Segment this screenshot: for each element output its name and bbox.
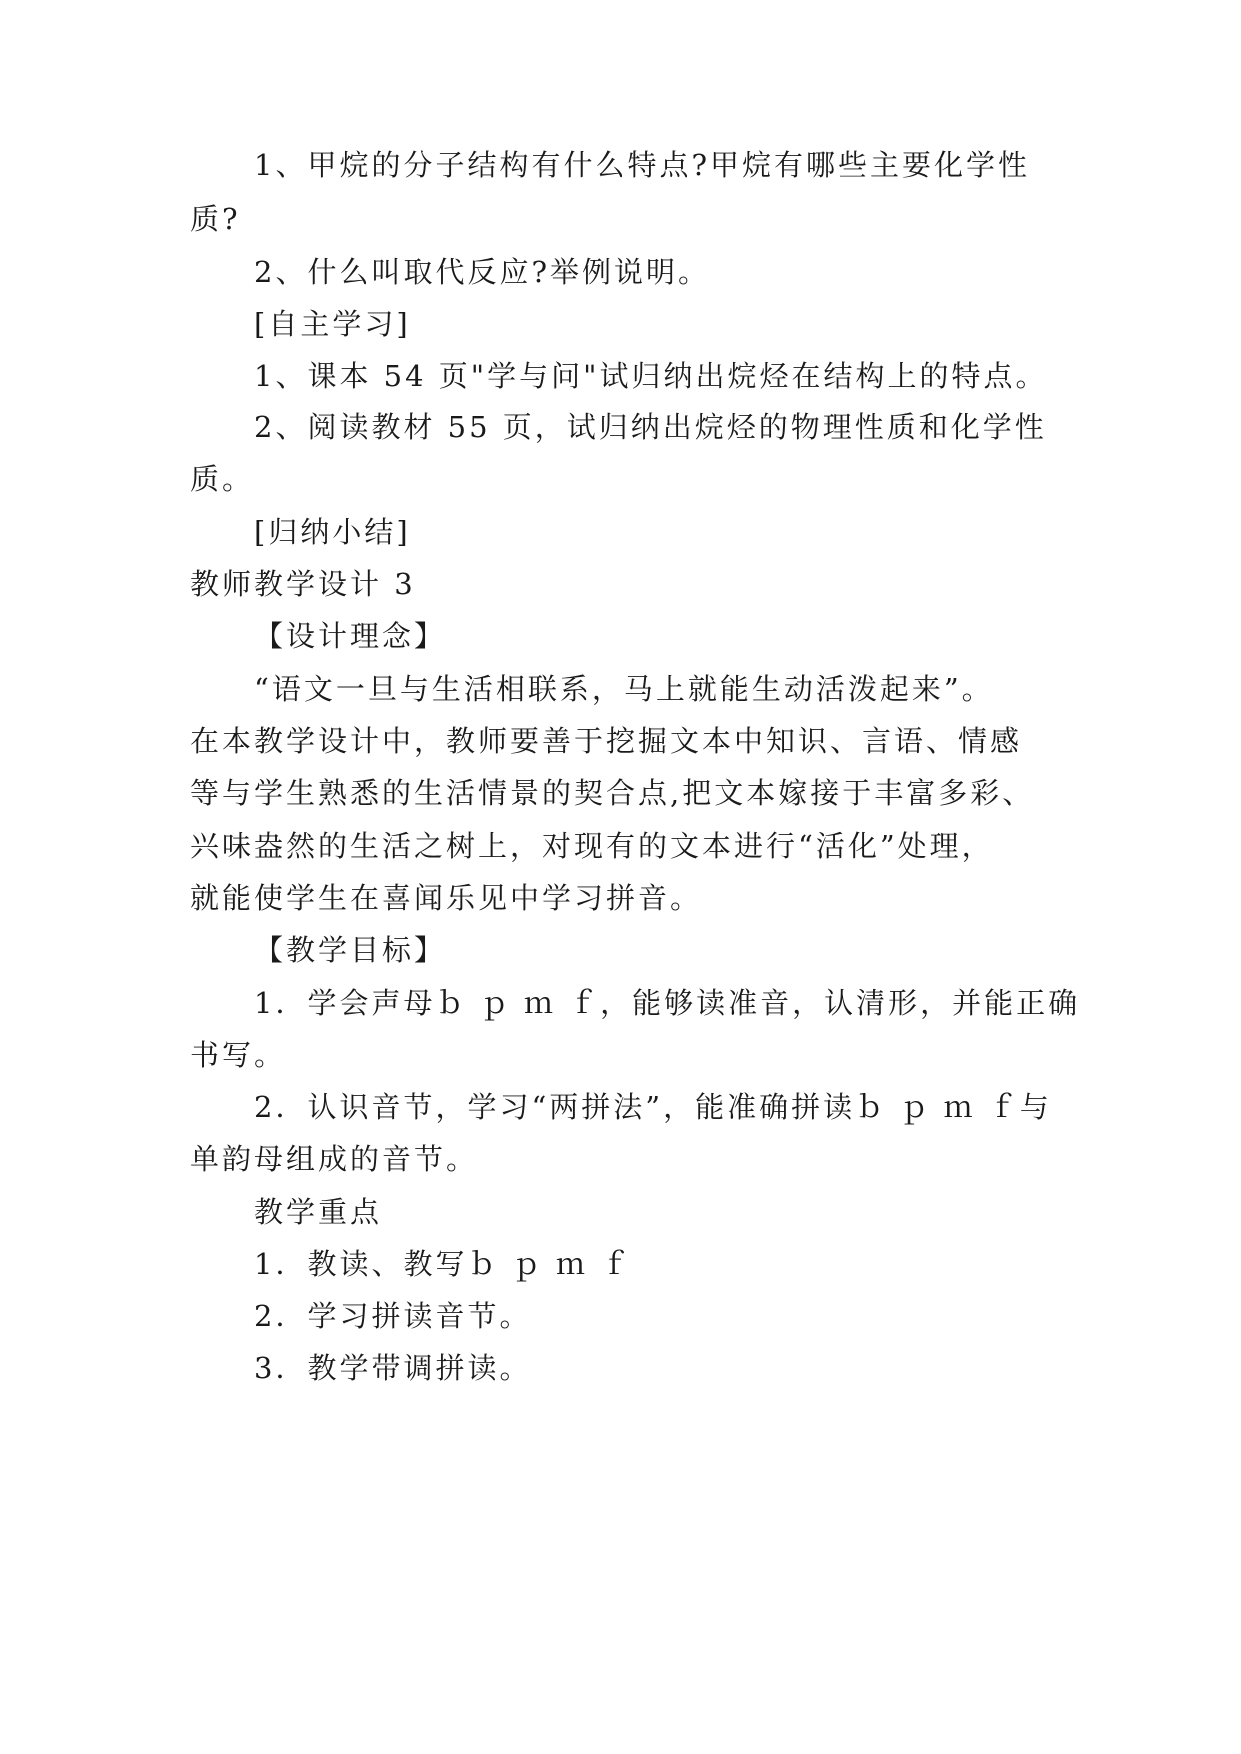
question-line: 2、什么叫取代反应?举例说明。 [254,255,710,289]
paragraph-line: 等与学生熟悉的生活情景的契合点,把文本嫁接于丰富多彩、 [190,776,1035,810]
objective-line-continued: 书写。 [190,1038,287,1072]
section-heading: 教学重点 [254,1195,383,1229]
task-line: 2、阅读教材 55 页，试归纳出烷烃的物理性质和化学性 [254,410,1047,444]
section-heading: [归纳小结] [254,515,411,549]
objective-line-continued: 单韵母组成的音节。 [190,1142,479,1176]
document-title: 教师教学设计 3 [190,567,416,601]
question-line: 1、甲烷的分子结构有什么特点?甲烷有哪些主要化学性 [254,148,1030,182]
section-heading: [自主学习] [254,307,411,341]
key-point-line: 1．教读、教写ｂ ｐ ｍ ｆ [254,1247,633,1281]
key-point-line: 3．教学带调拼读。 [254,1351,532,1385]
key-point-line: 2．学习拼读音节。 [254,1299,532,1333]
paragraph-line: 在本教学设计中，教师要善于挖掘文本中知识、言语、情感 [190,724,1023,758]
section-heading: 【教学目标】 [254,933,447,967]
task-line-continued: 质。 [190,462,255,496]
paragraph-line: “语文一旦与生活相联系，马上就能生动活泼起来”。 [254,672,994,706]
section-heading: 【设计理念】 [254,619,447,653]
paragraph-line: 兴味盎然的生活之树上，对现有的文本进行“活化”处理， [190,829,994,863]
objective-line: 1．学会声母ｂ ｐ ｍ ｆ，能够读准音，认清形，并能正确 [254,986,1081,1020]
objective-line: 2．认识音节，学习“两拼法”，能准确拼读ｂ ｐ ｍ ｆ与 [254,1090,1052,1124]
question-line-continued: 质? [190,202,241,236]
task-line: 1、课本 54 页"学与问"试归纳出烷烃在结构上的特点。 [254,359,1048,393]
paragraph-line: 就能使学生在喜闻乐见中学习拼音。 [190,881,703,915]
